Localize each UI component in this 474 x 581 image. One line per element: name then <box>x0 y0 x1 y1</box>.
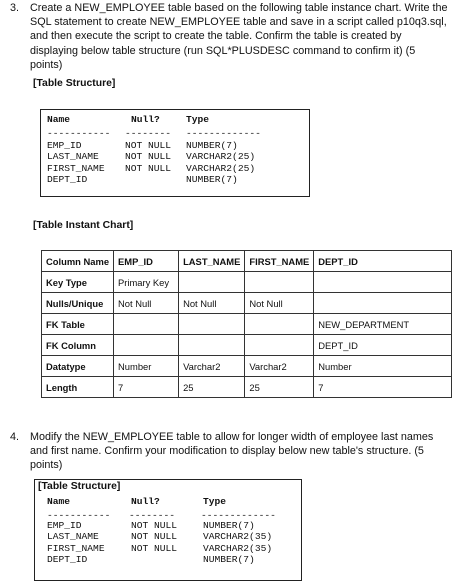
table-structure-label: [Table Structure] <box>33 78 116 89</box>
table-cell: DEPT_ID <box>314 251 452 272</box>
table-cell <box>245 335 314 356</box>
table-structure-box <box>40 109 310 197</box>
table-cell: Length <box>42 377 114 398</box>
question-number: 3. <box>10 2 20 14</box>
field-type: VARCHAR2(35) <box>203 542 273 554</box>
table-cell: Not Null <box>245 293 314 314</box>
table-cell: Primary Key <box>114 272 179 293</box>
table-cell: Datatype <box>42 356 114 377</box>
table-cell: FK Column <box>42 335 114 356</box>
table-cell: 7 <box>114 377 179 398</box>
field-name: EMP_ID <box>47 140 82 151</box>
question-number: 4. <box>10 431 20 443</box>
table-cell <box>179 314 245 335</box>
question-3 <box>8 1 466 72</box>
field-null: NOT NULL <box>125 151 172 163</box>
table-row <box>42 293 452 314</box>
table-row <box>42 356 452 377</box>
field-type: NUMBER(7) <box>203 520 255 531</box>
table-cell: EMP_ID <box>114 251 179 272</box>
divider-dashes: ----------- <box>47 510 111 521</box>
col-header-type: Type <box>186 114 210 125</box>
table-cell: 25 <box>245 377 314 398</box>
table-row <box>42 251 452 272</box>
table-cell: 25 <box>179 377 245 398</box>
divider-dashes: ----------- <box>47 128 111 139</box>
field-type: NUMBER(7) <box>186 140 238 151</box>
question-line: Create a NEW_EMPLOYEE table based on the following table instance chart. Write the <box>30 2 448 14</box>
field-null: NOT NULL <box>131 531 178 543</box>
table-row <box>42 377 452 398</box>
field-type: VARCHAR2(25) <box>186 151 256 163</box>
column-names <box>47 520 105 566</box>
col-header-name: Name <box>47 496 71 507</box>
table-cell: 7 <box>314 377 452 398</box>
table-cell: FIRST_NAME <box>245 251 314 272</box>
field-type: NUMBER(7) <box>186 174 238 186</box>
field-name: EMP_ID <box>47 520 82 531</box>
question-line: and then execute the script to create the table. Confirm the table is created by <box>30 30 402 43</box>
table-cell: Column Name <box>42 251 114 272</box>
question-line: SQL statement to create NEW_EMPLOYEE table and save in a script called p10q3.sql, <box>30 16 447 29</box>
question-line: displaying below table structure (run SQL*PLUSDESC command to confirm it) (5 <box>30 44 416 57</box>
field-type: VARCHAR2(25) <box>186 162 256 174</box>
field-name: FIRST_NAME <box>47 162 105 174</box>
col-header-type: Type <box>203 496 227 507</box>
table-cell: Varchar2 <box>179 356 245 377</box>
col-header-null: Null? <box>131 114 160 125</box>
table-cell <box>314 293 452 314</box>
table-cell: LAST_NAME <box>179 251 245 272</box>
table-cell <box>114 314 179 335</box>
field-name: FIRST_NAME <box>47 542 105 554</box>
column-names <box>47 140 105 186</box>
divider-dashes: -------- <box>125 128 172 139</box>
field-null: NOT NULL <box>131 520 178 531</box>
col-header-null: Null? <box>131 496 160 507</box>
divider-dashes: -------- <box>129 510 176 521</box>
table-cell <box>245 314 314 335</box>
table-cell: Not Null <box>114 293 179 314</box>
col-header-name: Name <box>47 114 71 125</box>
question-text <box>30 430 466 473</box>
question-line: points) <box>30 459 63 472</box>
field-null <box>125 174 171 185</box>
table-cell: FK Table <box>42 314 114 335</box>
table-row <box>42 314 452 335</box>
table-structure-label: [Table Structure] <box>38 481 121 492</box>
table-cell: Number <box>114 356 179 377</box>
question-line: points) <box>30 58 63 71</box>
divider-dashes: ------------- <box>186 128 261 139</box>
question-text <box>30 1 466 72</box>
table-cell: Number <box>314 356 452 377</box>
divider-dashes: ------------- <box>201 510 276 521</box>
column-types <box>186 140 255 186</box>
table-cell: NEW_DEPARTMENT <box>314 314 452 335</box>
table-cell: Key Type <box>42 272 114 293</box>
table-cell <box>179 272 245 293</box>
field-name: LAST_NAME <box>47 531 99 543</box>
field-type: VARCHAR2(35) <box>203 531 273 543</box>
column-types <box>203 520 272 566</box>
question-line: Modify the NEW_EMPLOYEE table to allow for longer width of employee last names <box>30 431 434 443</box>
field-name: DEPT_ID <box>47 554 88 566</box>
table-cell <box>114 335 179 356</box>
table-structure-box-modified <box>34 479 302 581</box>
column-nulls <box>131 520 177 566</box>
table-row <box>42 272 452 293</box>
field-name: LAST_NAME <box>47 151 99 163</box>
table-cell: Varchar2 <box>245 356 314 377</box>
table-cell: Not Null <box>179 293 245 314</box>
table-cell <box>245 272 314 293</box>
table-cell <box>314 272 452 293</box>
column-nulls <box>125 140 171 186</box>
table-cell: Nulls/Unique <box>42 293 114 314</box>
question-line: and first name. Confirm your modification to display below new table's structure. (5 <box>30 445 424 458</box>
field-null <box>131 554 177 565</box>
field-type: NUMBER(7) <box>203 554 255 566</box>
table-cell: DEPT_ID <box>314 335 452 356</box>
field-null: NOT NULL <box>125 140 172 151</box>
table-row <box>42 335 452 356</box>
table-instant-chart <box>41 250 452 398</box>
table-cell <box>179 335 245 356</box>
field-null: NOT NULL <box>131 542 178 554</box>
question-4 <box>8 430 466 473</box>
field-null: NOT NULL <box>125 162 172 174</box>
table-instant-chart-label: [Table Instant Chart] <box>33 220 134 231</box>
field-name: DEPT_ID <box>47 174 88 186</box>
